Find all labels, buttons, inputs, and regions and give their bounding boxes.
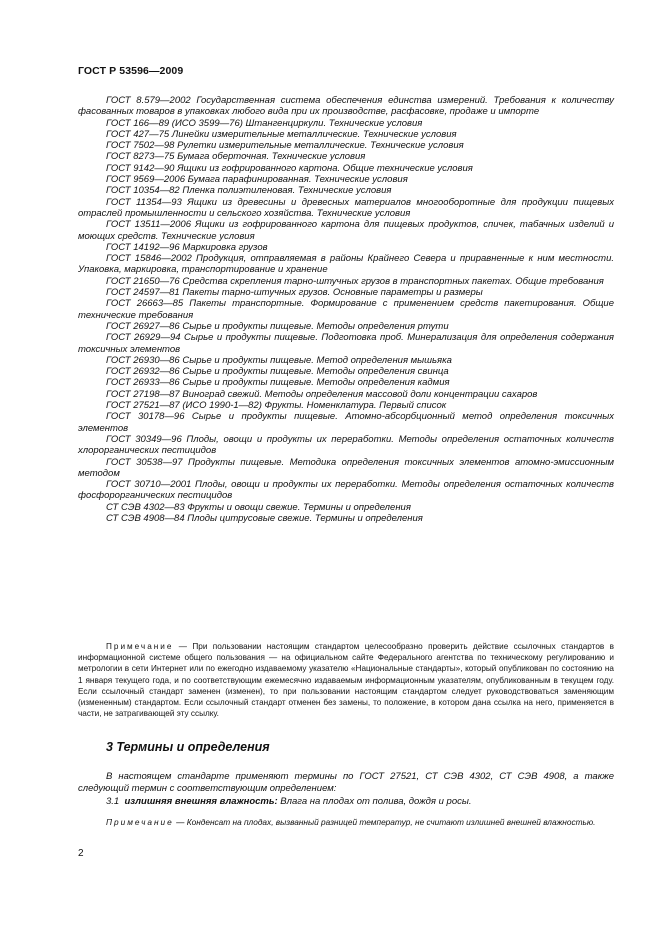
reference-item: ГОСТ 166—89 (ИСО 3599—76) Штангенциркули. Технические условия: [106, 117, 423, 129]
term-note: [78, 817, 614, 828]
term-note-text: — Конденсат на плодах, вызванный разницей температур, не считают излишней внешней влажностью.: [173, 817, 596, 827]
reference-item: ГОСТ 30178—96 Сырье и продукты пищевые. Атомно-абсорбционный метод определения токсичных элементов: [78, 411, 614, 434]
note-label: Примечание: [106, 642, 174, 651]
reference-item: ГОСТ 8273—75 Бумага оберточная. Технические условия: [106, 151, 366, 163]
reference-item: СТ СЭВ 4908—84 Плоды цитрусовые свежие. Термины и определения: [106, 512, 423, 524]
reference-item: ГОСТ 30710—2001 Плоды, овощи и продукты их переработки. Методы определения остаточных количеств фосфорорганических пестицидов: [78, 479, 614, 502]
reference-item: ГОСТ 10354—82 Пленка полиэтиленовая. Технические условия: [106, 185, 392, 197]
reference-item: ГОСТ 26930—86 Сырье и продукты пищевые. Метод определения мышьяка: [106, 354, 452, 366]
reference-item: ГОСТ 26933—86 Сырье и продукты пищевые. Методы определения кадмия: [106, 377, 450, 389]
reference-item: ГОСТ 14192—96 Маркировка грузов: [106, 241, 268, 253]
section-title: 3 Термины и определения: [106, 740, 270, 754]
document-header: ГОСТ Р 53596—2009: [78, 65, 184, 77]
references-note: [78, 641, 614, 719]
reference-item: ГОСТ 11354—93 Ящики из древесины и древесных материалов многооборотные для продукции пищевых отраслей промышленности и сельского хозяйства. Технические условия: [78, 196, 614, 219]
term-definition: Влага на плодах от полива, дождя и росы.: [277, 796, 472, 807]
reference-item: ГОСТ 27521—87 (ИСО 1990-1—82) Фрукты. Номенклатура. Первый список: [106, 400, 447, 412]
reference-item: ГОСТ 7502—98 Рулетки измерительные металлические. Технические условия: [106, 140, 464, 152]
term-note-label: Примечание: [106, 817, 174, 827]
reference-item: ГОСТ 26932—86 Сырье и продукты пищевые. Методы определения свинца: [106, 366, 449, 378]
term-definition-3-1: [106, 796, 614, 808]
reference-item: ГОСТ 8.579—2002 Государственная система обеспечения единства измерений. Требования к количеству фасованных товаров в упаковках любого вида при их производстве, расфасовке, продаже и импорте: [78, 95, 614, 118]
reference-item: ГОСТ 24597—81 Пакеты тарно-штучных грузов. Основные параметры и размеры: [106, 287, 483, 299]
reference-item: СТ СЭВ 4302—83 Фрукты и овощи свежие. Термины и определения: [106, 501, 411, 513]
reference-item: ГОСТ 30538—97 Продукты пищевые. Методика определения токсичных элементов атомно-эмиссионным методом: [78, 456, 614, 479]
reference-item: ГОСТ 26929—94 Сырье и продукты пищевые. Подготовка проб. Минерализация для определения содержания токсичных элементов: [78, 332, 614, 355]
reference-item: ГОСТ 30349—96 Плоды, овощи и продукты их переработки. Методы определения остаточных количеств хлорорганических пестицидов: [78, 433, 614, 457]
term-name: излишняя внешняя влажность:: [124, 796, 278, 807]
note-text: — При пользовании настоящим стандартом целесообразно проверить действие ссылочных стандартов в информационной системе общего пользования — на официальном сайте Федерального агентства по техническому регулированию и метрологии в сети Интернет или по ежегодно издаваемому указателю «Национальные стандарты», который опубликован по состоянию на 1 января текущего года, и по соответствующим ежемесячно издаваемым информационным указателям, опубликованным в текущем году. Если ссылочный стандарт заменен (изменен), то при пользовании настоящим стандартом следует руководствоваться заменяющим (измененным) стандартом. Если ссылочный стандарт отменен без замены, то положение, в котором дана ссылка на него, применяется в части, не затрагивающей эту ссылку.: [78, 642, 614, 719]
reference-item: ГОСТ 9569—2006 Бумага парафинированная. Технические условия: [106, 174, 408, 186]
reference-item: ГОСТ 26663—85 Пакеты транспортные. Формирование с применением средств пакетирования. Общие технические требования: [78, 298, 614, 321]
reference-item: ГОСТ 21650—76 Средства скрепления тарно-штучных грузов в транспортных пакетах. Общие требования: [106, 275, 604, 287]
reference-item: ГОСТ 27198—87 Виноград свежий. Методы определения массовой доли концентрации сахаров: [106, 388, 538, 400]
reference-item: ГОСТ 26927—86 Сырье и продукты пищевые. Методы определения ртути: [106, 320, 449, 332]
reference-item: ГОСТ 15846—2002 Продукция, отправляемая в районы Крайнего Севера и приравненные к ним местности. Упаковка, маркировка, транспортирование и хранение: [78, 253, 614, 276]
term-number: 3.1: [106, 796, 120, 807]
page-number: 2: [78, 848, 84, 859]
section-intro: В настоящем стандарте применяют термины по ГОСТ 27521, СТ СЭВ 4302, СТ СЭВ 4908, а также следующий термин с соответствующим определением:: [78, 771, 614, 794]
reference-item: ГОСТ 427—75 Линейки измерительные металлические. Технические условия: [106, 128, 457, 140]
normative-references-list: [78, 95, 614, 524]
reference-item: ГОСТ 9142—90 Ящики из гофрированного картона. Общие технические условия: [106, 162, 473, 174]
reference-item: ГОСТ 13511—2006 Ящики из гофрированного картона для пищевых продуктов, спичек, табачных изделий и моющих средств. Технические условия: [78, 219, 614, 242]
